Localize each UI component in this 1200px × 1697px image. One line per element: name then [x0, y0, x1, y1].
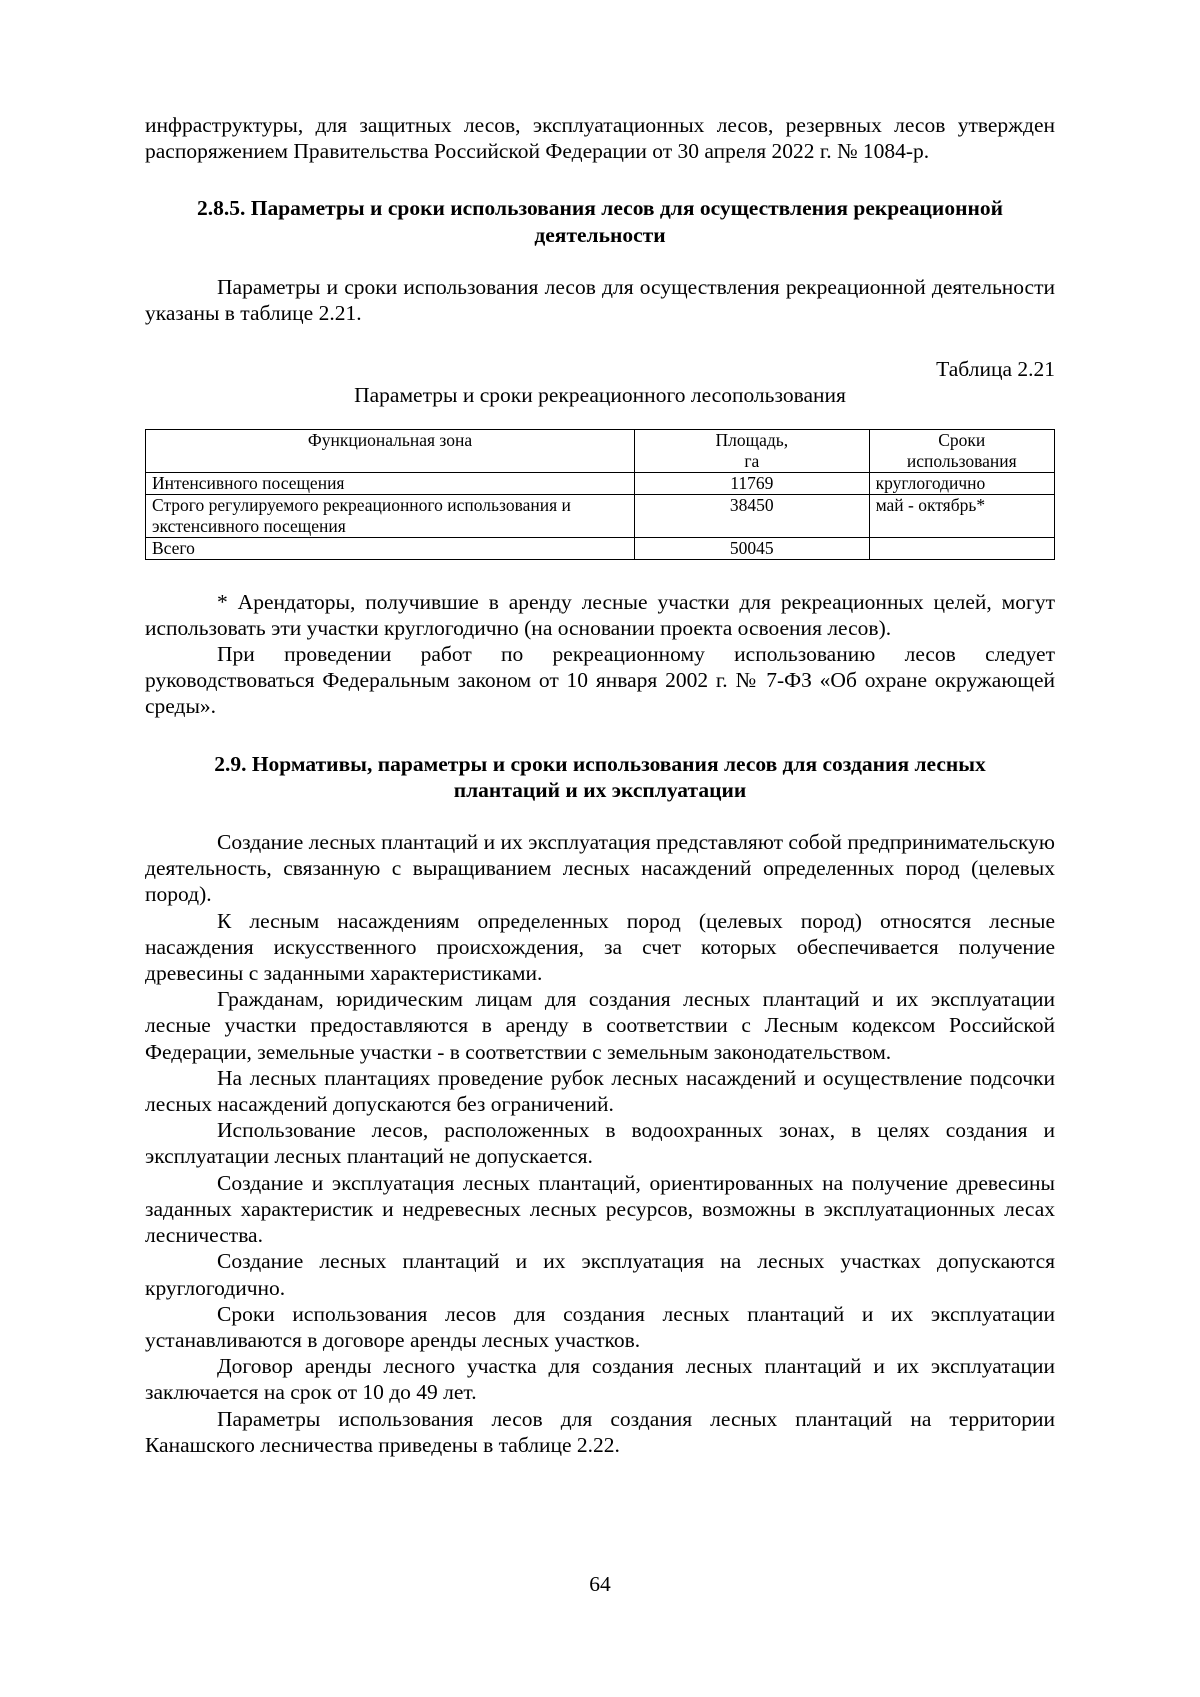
plantation-paragraph: Создание лесных плантаций и их эксплуатация на лесных участках допускаются круглогодично. — [145, 1249, 1055, 1300]
table-header-row — [146, 429, 1055, 472]
plantation-paragraph: Создание и эксплуатация лесных плантаций, ориентированных на получение древесины заданных характеристик и недревесных лесных ресурсов, возможны в эксплуатационных лесах лесничества. — [145, 1170, 1055, 1248]
header-terms-line: использования — [906, 450, 1017, 471]
heading-line: 2.9. Нормативы, параметры и сроки использования лесов для создания лесных — [214, 751, 986, 776]
table-row — [146, 537, 1055, 559]
document-page — [145, 112, 1055, 1458]
plantation-paragraph: К лесным насаждениям определенных пород (целевых пород) относятся лесные насаждения искусственного происхождения, за счет которых обеспечивается получение древесины с заданными характеристиками. — [145, 908, 1055, 986]
plantation-paragraph: На лесных плантациях проведение рубок лесных насаждений и осуществление подсочки лесных насаждений допускаются без ограничений. — [145, 1065, 1055, 1117]
table-number: Таблица 2.21 — [936, 357, 1055, 382]
cell-area: 38450 — [635, 494, 870, 537]
intro-paragraph: инфраструктуры, для защитных лесов, эксплуатационных лесов, резервных лесов утвержден распоряжением Правительства Российской Федерации от 30 апреля 2022 г. № 1084-р. — [145, 113, 1055, 164]
cell-terms: май - октябрь* — [869, 494, 1054, 537]
section-2-8-5-heading — [145, 195, 1055, 247]
header-terms-line: Сроки — [938, 429, 986, 450]
cell-area: 11769 — [635, 472, 870, 494]
footnote-paragraph: * Арендаторы, получившие в аренду лесные участки для рекреационных целей, могут использовать эти участки круглогодично (на основании проекта освоения лесов). — [145, 589, 1055, 640]
plantation-paragraph: Использование лесов, расположенных в водоохранных зонах, в целях создания и эксплуатации лесных плантаций не допускается. — [145, 1118, 1055, 1169]
plantation-paragraph: Гражданам, юридическим лицам для создания лесных плантаций и их эксплуатации лесные участки предоставляются в аренду в соответствии с Лесным кодексом Российской Федерации, земельные участки - в соответствии с земельным законодательством. — [145, 987, 1055, 1064]
header-area-line: га — [744, 450, 760, 471]
cell-terms: круглогодично — [869, 472, 1054, 494]
heading-line: плантаций и их эксплуатации — [453, 777, 747, 802]
cell-terms — [869, 537, 1054, 559]
header-area-line: Площадь, — [715, 429, 789, 450]
cell-zone: Всего — [146, 537, 635, 559]
recreation-paragraph: Параметры и сроки использования лесов для осуществления рекреационной деятельности указаны в таблице 2.21. — [145, 274, 1055, 326]
table-title: Параметры и сроки рекреационного лесопользования — [354, 383, 846, 408]
header-zone: Функциональная зона — [146, 429, 635, 472]
table-row — [146, 494, 1055, 537]
heading-line: 2.8.5. Параметры и сроки использования лесов для осуществления рекреационной — [197, 196, 1003, 221]
cell-zone: Строго регулируемого рекреационного использования и экстенсивного посещения — [146, 494, 635, 537]
cell-zone: Интенсивного посещения — [146, 472, 635, 494]
plantation-paragraph: Сроки использования лесов для создания лесных плантаций и их эксплуатации устанавливаются в договоре аренды лесных участков. — [145, 1301, 1055, 1352]
law-paragraph: При проведении работ по рекреационному использованию лесов следует руководствоваться Федеральным законом от 10 января 2002 г. № 7-ФЗ «Об охране окружающей среды». — [145, 642, 1055, 719]
page-number: 64 — [589, 1572, 611, 1596]
recreation-table — [145, 429, 1055, 560]
cell-area: 50045 — [635, 537, 870, 559]
section-2-9-heading — [145, 751, 1055, 803]
header-terms — [869, 429, 1054, 472]
plantation-paragraph: Параметры использования лесов для создания лесных плантаций на территории Канашского лесничества приведены в таблице 2.22. — [145, 1406, 1055, 1457]
table-row — [146, 472, 1055, 494]
header-area — [635, 429, 870, 472]
plantation-paragraph: Договор аренды лесного участка для создания лесных плантаций и их эксплуатации заключается на срок от 10 до 49 лет. — [145, 1354, 1055, 1405]
heading-line: деятельности — [534, 222, 666, 247]
plantation-paragraph: Создание лесных плантаций и их эксплуатация представляют собой предпринимательскую деятельность, связанную с выращиванием лесных насаждений определенных пород (целевых пород). — [145, 830, 1055, 907]
